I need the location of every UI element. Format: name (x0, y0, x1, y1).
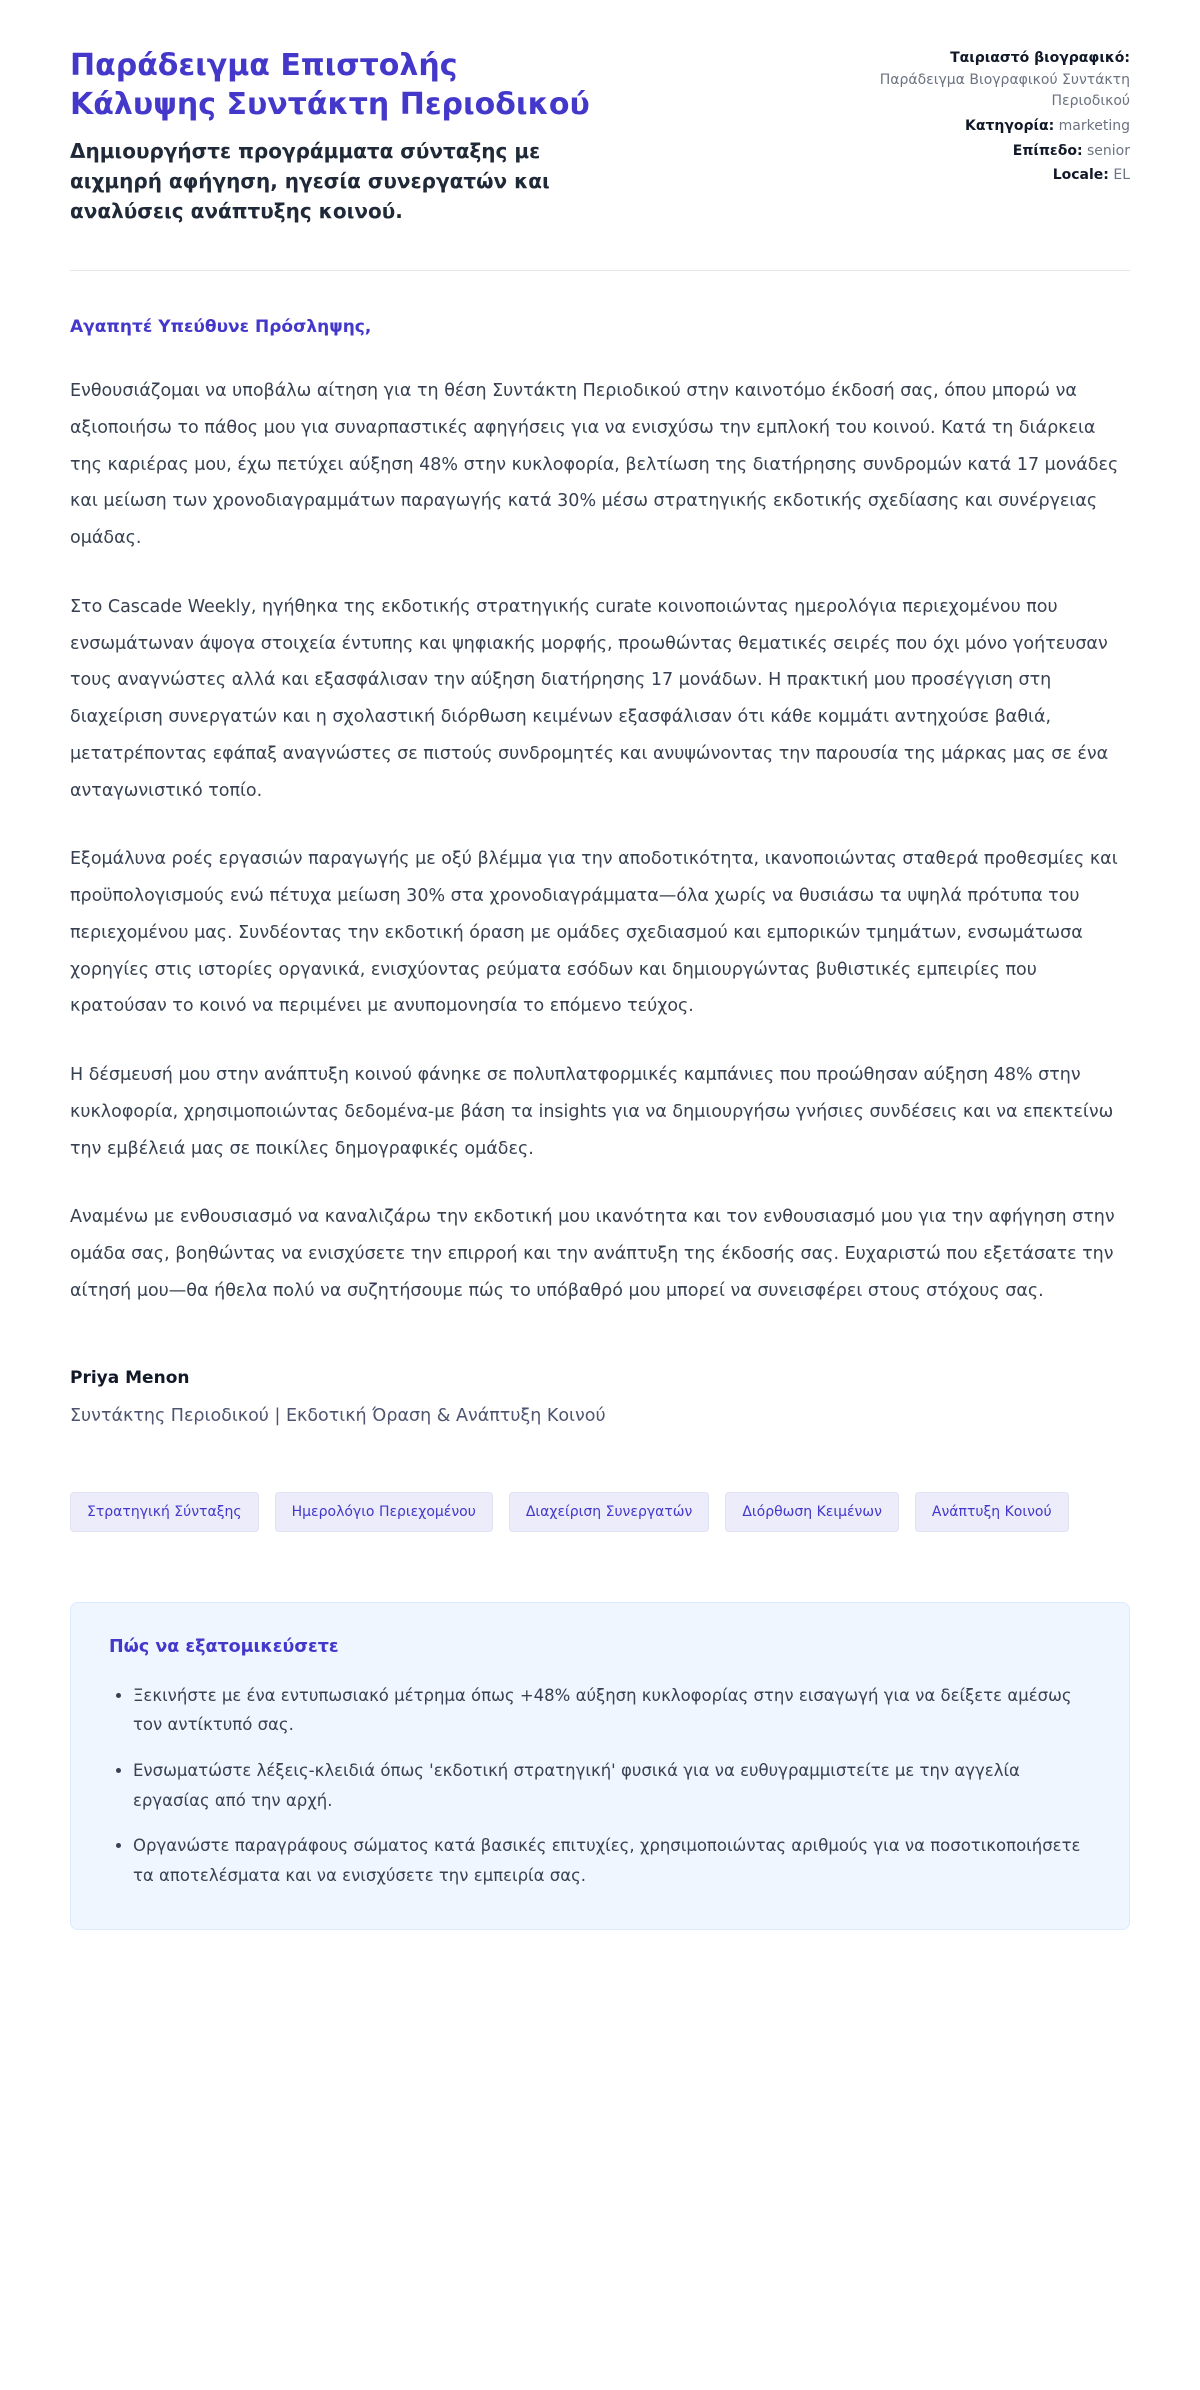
meta-category-value: marketing (1058, 118, 1130, 135)
meta-locale-value: EL (1113, 167, 1130, 184)
meta-row-category (865, 116, 1130, 138)
letter-paragraph-3: Εξομάλυνα ροές εργασιών παραγωγής με οξύ βλέμμα για την αποδοτικότητα, ικανοποιώντας σταθερά προθεσμίες και προϋπολογισμούς ενώ πέτυχα μείωση 30% στα χρονοδιαγράμματα—όλα χωρίς να θυσιάσω τα υψηλά πρότυπα του περιεχομένου μας. Συνδέοντας την εκδοτική όραση με ομάδες σχεδιασμού και εμπορικών τμημάτων, ενσωμάτωσα χορηγίες στις ιστορίες οργανικά, ενισχύοντας ρεύματα εσόδων και δημιουργώντας βυθιστικές εμπειρίες που κρατούσαν το κοινό να περιμένει με ανυπομονησία το επόμενο τεύχος. (70, 849, 1118, 1017)
tag-contributor-management[interactable]: Διαχείριση Συνεργατών (509, 1492, 709, 1532)
page-title: Παράδειγμα Επιστολής Κάλυψης Συντάκτη Περιοδικού (70, 48, 590, 122)
meta-level-value: senior (1087, 142, 1130, 159)
meta-panel (865, 46, 1130, 190)
meta-locale-label: Locale: (1052, 167, 1109, 184)
cover-letter-body (70, 317, 1130, 1426)
meta-level-label: Επίπεδο: (1012, 142, 1083, 159)
letter-paragraph-4: Η δέσμευσή μου στην ανάπτυξη κοινού φάνηκε σε πολυπλατφορμικές καμπάνιες που προώθησαν αύξηση 48% στην κυκλοφορία, χρησιμοποιώντας δεδομένα-με βάση τα insights για να δημιουργήσω γνήσιες συνδέσεις και να επεκτείνω την εμβέλειά μας σε ποικίλες δημογραφικές ομάδες. (70, 1065, 1114, 1159)
meta-category-label: Κατηγορία: (964, 118, 1055, 135)
meta-row-locale (865, 165, 1130, 187)
signature-title: Συντάκτης Περιοδικού | Εκδοτική Όραση & Ανάπτυξη Κοινού (70, 1405, 606, 1426)
meta-row-level (865, 141, 1130, 163)
tip-item-2: • Ενσωματώστε λέξεις-κλειδιά όπως 'εκδοτική στρατηγική' φυσικά για να ευθυγραμμιστείτε με την αγγελία εργασίας από την αρχή. (133, 1756, 1091, 1815)
tag-strategic-editing[interactable]: Στρατηγική Σύνταξης (70, 1492, 259, 1532)
header-left (70, 46, 590, 226)
tag-content-calendar[interactable]: Ημερολόγιο Περιεχομένου (275, 1492, 493, 1532)
tip-item-1: • Ξεκινήστε με ένα εντυπωσιακό μέτρημα όπως +48% αύξηση κυκλοφορίας στην εισαγωγή για να δείξετε αμέσως τον αντίκτυπό σας. (133, 1681, 1091, 1740)
tip-item-3: • Οργανώστε παραγράφους σώματος κατά βασικές επιτυχίες, χρησιμοποιώντας αριθμούς για να ποσοτικοποιήσετε τα αποτελέσματα και να ενισχύσετε την εμπειρία σας. (133, 1831, 1091, 1890)
tips-list (109, 1681, 1091, 1891)
tips-title: Πώς να εξατομικεύσετε (109, 1636, 339, 1657)
meta-resume-value: Παράδειγμα Βιογραφικού Συντάκτη Περιοδικού (879, 71, 1130, 110)
meta-resume-label: Ταιριαστό βιογραφικό: (950, 50, 1130, 66)
meta-row-resume (865, 48, 1130, 113)
tag-audience-growth[interactable]: Ανάπτυξη Κοινού (915, 1492, 1069, 1532)
header (70, 46, 1130, 271)
letter-paragraph-1: Ενθουσιάζομαι να υποβάλω αίτηση για τη θέση Συντάκτη Περιοδικού στην καινοτόμο έκδοσή σας, όπου μπορώ να αξιοποιήσω το πάθος μου για συναρπαστικές αφηγήσεις για να ενισχύσω την εμπλοκή του κοινού. Κατά τη διάρκεια της καριέρας μου, έχω πετύχει αύξηση 48% στην κυκλοφορία, βελτίωση της διατήρησης συνδρομών κατά 17 μονάδες και μείωση των χρονοδιαγραμμάτων παραγωγής κατά 30% μέσω στρατηγικής εκδοτικής σχεδίασης και συνέργειας ομάδας. (70, 381, 1119, 548)
page-subtitle: Δημιουργήστε προγράμματα σύνταξης με αιχμηρή αφήγηση, ηγεσία συνεργατών και αναλύσεις ανάπτυξης κοινού. (70, 139, 550, 223)
tag-copy-editing[interactable]: Διόρθωση Κειμένων (725, 1492, 899, 1532)
letter-paragraph-5: Αναμένω με ενθουσιασμό να καναλιζάρω την εκδοτική μου ικανότητα και τον ενθουσιασμό μου για την αφήγηση στην ομάδα σας, βοηθώντας να ενισχύσετε την επιρροή και την ανάπτυξη της έκδοσής σας. Ευχαριστώ που εξετάσατε την αίτησή μου—θα ήθελα πολύ να συζητήσουμε πώς το υπόβαθρό μου μπορεί να συνεισφέρει στους στόχους σας. (70, 1207, 1115, 1301)
page (70, 0, 1130, 1994)
customization-tips-box (70, 1602, 1130, 1930)
letter-paragraph-2: Στο Cascade Weekly, ηγήθηκα της εκδοτικής στρατηγικής curate κοινοποιώντας ημερολόγια περιεχομένου που ενσωμάτωναν άψογα στοιχεία έντυπης και ψηφιακής μορφής, προωθώντας θεματικές σειρές που όχι μόνο γοήτευσαν τους αναγνώστες αλλά και εξασφάλισαν την αύξηση διατήρησης 17 μονάδων. Η πρακτική μου προσέγγιση στη διαχείριση συνεργατών και η σχολαστική διόρθωση κειμένων εξασφάλισαν ότι κάθε κομμάτι αντηχούσε βαθιά, μετατρέποντας εφάπαξ αναγνώστες σε πιστούς συνδρομητές και ανυψώνοντας την παρουσία της μάρκας μας σε ένα ανταγωνιστικό τοπίο. (70, 596, 1109, 801)
letter-greeting: Αγαπητέ Υπεύθυνε Πρόσληψης, (70, 317, 372, 337)
tag-list (70, 1492, 1130, 1532)
signature-name: Priya Menon (70, 1367, 190, 1388)
